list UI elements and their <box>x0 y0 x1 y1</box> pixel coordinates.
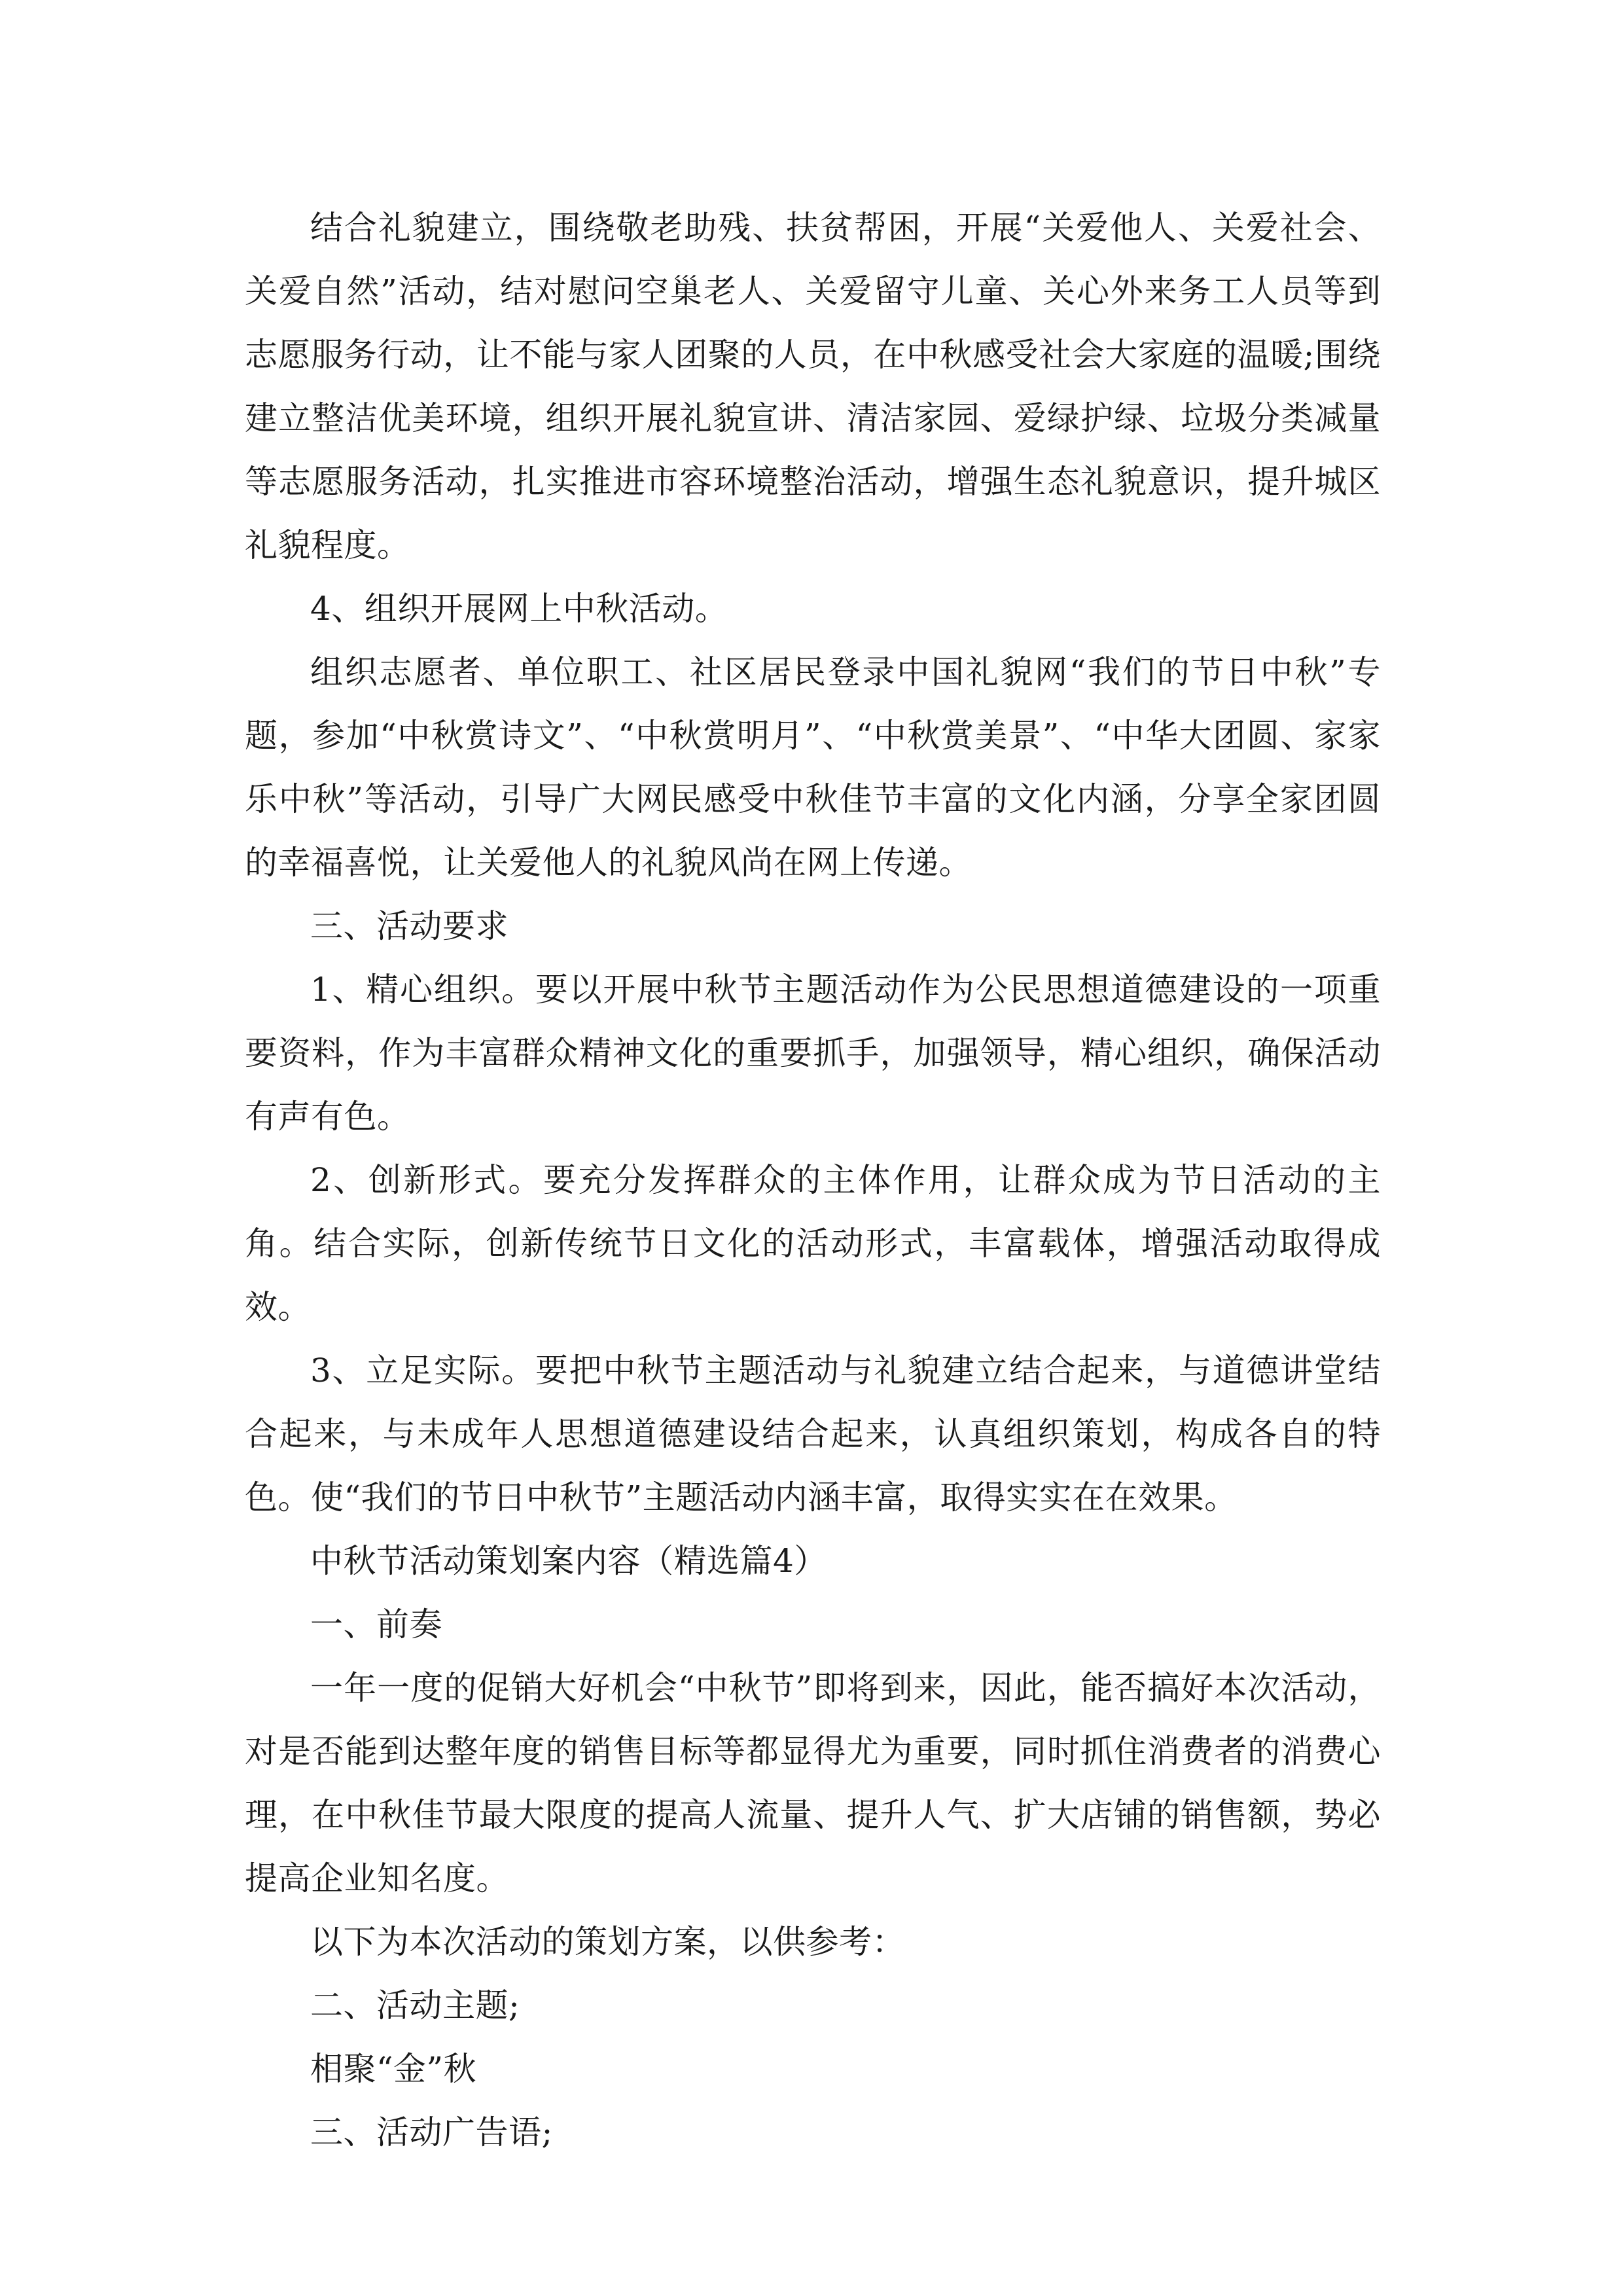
paragraph-theme: 相聚“金”秋 <box>310 2050 477 2088</box>
paragraph-online-activity: 组织志愿者、单位职工、社区居民登录中国礼貌网“我们的节日中秋”专题，参加“中秋赏诗文”、“中秋赏明月”、“中秋赏美景”、“中华大团圆、家家乐中秋”等活动，引导广大网民感受中秋佳节丰富的文化内涵，分享全家团圆的幸福喜悦，让关爱他人的礼貌风尚在网上传递。 <box>245 653 1381 882</box>
paragraph-online-activity-heading: 4、组织开展网上中秋活动。 <box>310 590 728 628</box>
section-heading-theme: 二、活动主题; <box>310 1986 520 2024</box>
paragraph-civility-volunteer: 结合礼貌建立，围绕敬老助残、扶贫帮困，开展“关爱他人、关爱社会、关爱自然”活动，结对慰问空巢老人、关爱留守儿童、关心外来务工人员等到志愿服务行动，让不能与家人团聚的人员，在中秋感受社会大家庭的温暖;围绕建立整洁优美环境，组织开展礼貌宣讲、清洁家园、爱绿护绿、垃圾分类减量等志愿服务活动，扎实推进市容环境整治活动，增强生态礼貌意识，提升城区礼貌程度。 <box>245 209 1381 564</box>
document-body <box>245 196 1381 2164</box>
section-heading-slogan: 三、活动广告语; <box>310 2113 553 2151</box>
paragraph-requirement-3: 3、立足实际。要把中秋节主题活动与礼貌建立结合起来，与道德讲堂结合起来，与未成年人思想道德建设结合起来，认真组织策划，构成各自的特色。使“我们的节日中秋节”主题活动内涵丰富，取得实实在在效果。 <box>245 1352 1381 1516</box>
paragraph-requirement-1: 1、精心组织。要以开展中秋节主题活动作为公民思想道德建设的一项重要资料，作为丰富群众精神文化的重要抓手，加强领导，精心组织，确保活动有声有色。 <box>245 971 1381 1136</box>
paragraph-requirement-2: 2、创新形式。要充分发挥群众的主体作用，让群众成为节日活动的主角。结合实际，创新传统节日文化的活动形式，丰富载体，增强活动取得成效。 <box>245 1161 1381 1326</box>
paragraph-plan-intro: 以下为本次活动的策划方案，以供参考： <box>310 1923 905 1961</box>
article-title: 中秋节活动策划案内容（精选篇4） <box>310 1542 827 1580</box>
section-heading-prelude: 一、前奏 <box>310 1605 442 1643</box>
paragraph-prelude: 一年一度的促销大好机会“中秋节”即将到来，因此，能否搞好本次活动，对是否能到达整年度的销售目标等都显得尤为重要，同时抓住消费者的消费心理，在中秋佳节最大限度的提高人流量、提升人气、扩大店铺的销售额，势必提高企业知名度。 <box>245 1669 1381 1897</box>
section-heading-requirements: 三、活动要求 <box>310 907 508 945</box>
